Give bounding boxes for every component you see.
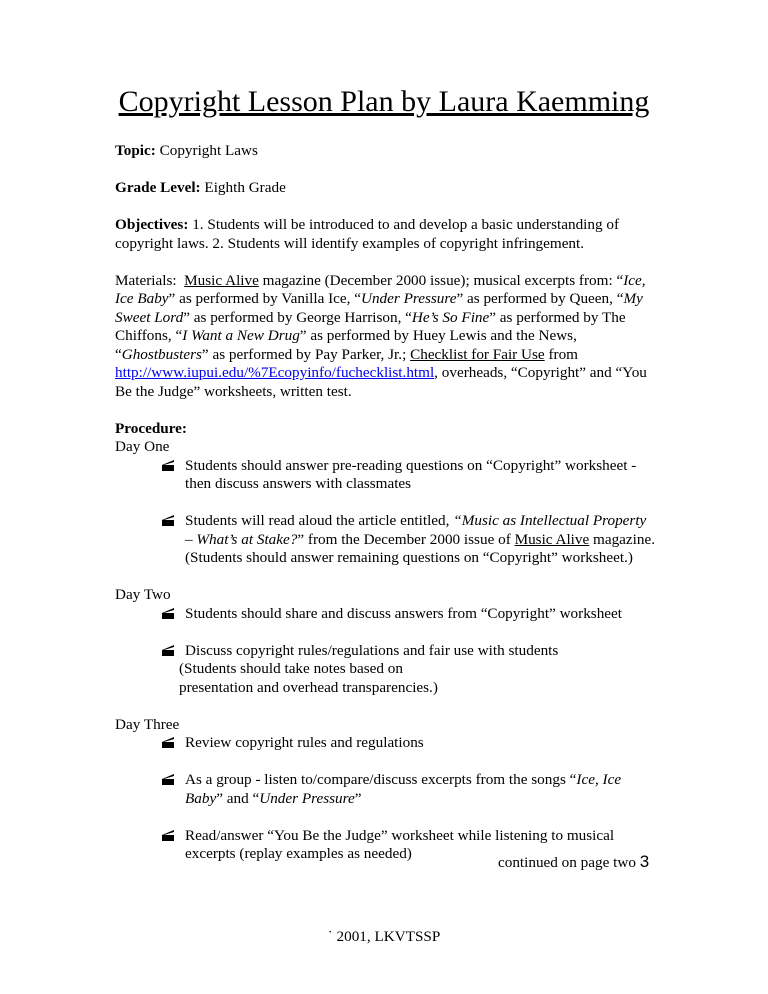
list-item: Students will read aloud the article entitled, “Music as Intellectual Property – What’s at Stake?” from the December 2000 issue of Music Alive magazine. (Students should answer remaining questions on “Copyright” worksheet.)	[115, 512, 655, 568]
pencil-bullet-icon	[162, 515, 174, 526]
continued-note: continued on page two 3	[498, 852, 650, 871]
checklist-link[interactable]: http://www.iupui.edu/%7Ecopyinfo/fuchecklist.html	[115, 364, 435, 381]
copyright-symbol: ˙	[327, 928, 333, 945]
list-item: As a group - listen to/compare/discuss excerpts from the songs “Ice, Ice Baby” and “Under Pressure”	[115, 771, 655, 808]
grade-line: Grade Level: Eighth Grade	[115, 179, 286, 196]
day-three-label: Day Three	[115, 715, 180, 733]
list-item: Review copyright rules and regulations	[115, 734, 655, 753]
pencil-bullet-icon	[162, 460, 174, 471]
pencil-bullet-icon	[162, 830, 174, 841]
page-title: Copyright Lesson Plan by Laura Kaemming	[118, 85, 650, 118]
pencil-bullet-icon	[162, 608, 174, 619]
pencil-bullet-icon	[162, 774, 174, 785]
document-body	[115, 142, 655, 882]
continued-mark: 3	[639, 852, 650, 871]
list-item: Students should answer pre-reading questions on “Copyright” worksheet - then discuss answers with classmates	[115, 457, 655, 494]
objectives-line: Objectives: 1. Students will be introduced to and develop a basic understanding of copyright laws. 2. Students will identify examples of copyright infringement.	[115, 216, 620, 252]
pencil-bullet-icon	[162, 645, 174, 656]
checklist-title: Checklist for Fair Use	[410, 345, 545, 363]
footer: ˙ 2001, LKVTSSP	[327, 928, 441, 945]
materials-paragraph: Materials: Music Alive magazine (December 2000 issue); musical excerpts from: “Ice, Ice Baby” as performed by Vanilla Ice, “Under Pressure” as performed by Queen, “My Sweet Lord” as performed by George Harrison, “He’s So Fine” as performed by The Chiffons, “I Want a New Drug” as performed by Huey Lewis and the News, “Ghostbusters” as performed by Pay Parker, Jr.; Checklist for Fair Use from http://www.iupui.edu/%7Ecopyinfo/fuchecklist.html, overheads, “Copyright” and “You Be the Judge” worksheets, written test.	[115, 271, 647, 400]
day-two-label: Day Two	[115, 586, 171, 603]
list-item: Discuss copyright rules/regulations and fair use with students (Students should take notes based on presentation and overhead transparencies.)	[115, 642, 655, 698]
pencil-bullet-icon	[162, 737, 174, 748]
list-item: Read/answer “You Be the Judge” worksheet while listening to musical excerpts (replay examples as needed)	[115, 827, 655, 864]
procedure-heading: Procedure:	[115, 419, 187, 437]
list-item: Students should share and discuss answers from “Copyright” worksheet	[115, 605, 655, 624]
procedure-section	[115, 420, 655, 864]
topic-line: Topic: Copyright Laws	[115, 142, 258, 159]
day-one-label: Day One	[115, 438, 170, 455]
